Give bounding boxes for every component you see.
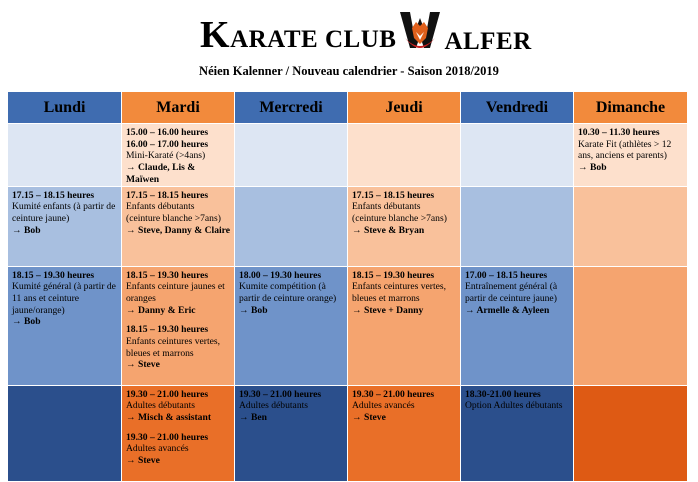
class-time: 10.30 – 11.30 heures [578,127,660,138]
class-time: 17.15 – 18.15 heures [12,189,95,201]
logo-text-arate-club: ARATE CLUB [230,26,397,53]
class-time: 16.00 – 17.00 heures [126,138,209,150]
day-header-jeudi: Jeudi [348,92,461,124]
class-time: 18.15 – 19.30 heures [126,269,209,281]
class-instructor: → Bob [12,316,41,328]
class-instructor: → Danny & Eric [126,304,196,316]
class-instructor: → Ben [239,411,267,423]
class-instructor: → Steve [126,359,160,371]
subtitle: Néien Kalenner / Nouveau calendrier - Saison 2018/2019 [199,64,499,78]
class-description: Enfants ceinture jaunes et oranges [126,281,225,304]
class-block [126,324,230,371]
class-description: Adultes avancés [126,443,189,455]
class-time: 15.00 – 16.00 heures [126,127,209,138]
class-instructor: → Bob [12,224,41,236]
class-description: Enfants ceintures vertes, bleues et marrons [126,336,221,359]
class-block [126,190,230,237]
class-description: Option Adultes débutants [465,400,563,412]
class-instructor: → Bob [239,304,268,316]
cell-lundi [8,266,122,385]
class-instructor: → Steve [126,455,160,467]
cell-dimanche [574,124,688,187]
cell-jeudi [348,385,461,481]
day-header-dimanche: Dimanche [574,92,688,124]
class-description: Karate Fit (athlètes > 12 ans, anciens et parents) [578,138,672,162]
cell-jeudi [348,186,461,266]
schedule-row [8,385,688,481]
class-instructor: → Steve + Danny [352,304,424,316]
class-time: 19.30 – 21.00 heures [239,388,322,400]
cell-mercredi [235,385,348,481]
cell-mercredi [235,186,348,266]
cell-mardi [122,124,235,187]
cell-dimanche [574,266,688,385]
class-description: Adultes débutants [239,400,309,412]
class-block [239,389,343,424]
class-block [126,270,230,317]
schedule-table [7,91,688,482]
cell-mercredi [235,266,348,385]
class-block [126,389,230,424]
schedule-row [8,266,688,385]
cell-vendredi [461,124,574,187]
class-time: 18.15 – 19.30 heures [12,269,95,281]
class-time: 18.15 – 19.30 heures [126,324,209,336]
class-time: 17.15 – 18.15 heures [126,189,209,201]
cell-mardi [122,266,235,385]
class-description: Enfants débutants (ceinture blanche >7ans) [352,201,447,224]
class-time: 18.30-21.00 heures [465,388,541,400]
fox-emblem-icon [397,8,443,54]
class-time: 19.30 – 21.00 heures [126,431,209,443]
class-block [126,432,230,467]
class-description: Kumité enfants (à partir de ceinture jaune) [12,201,116,224]
class-description: Adultes avancés [352,400,415,412]
cell-vendredi [461,385,574,481]
class-time: 17.15 – 18.15 heures [352,189,435,201]
class-block [352,270,456,317]
day-header-row [8,92,688,124]
class-time: 17.00 – 18.15 heures [465,269,548,281]
cell-mardi [122,385,235,481]
class-instructor: → Steve, Danny & Claire [126,224,231,236]
cell-lundi [8,385,122,481]
class-time: 19.30 – 21.00 heures [126,388,209,400]
class-block [239,270,343,317]
class-instructor: → Bob [578,162,607,174]
class-instructor: → Armelle & Ayleen [465,304,550,316]
class-block [12,190,117,237]
class-description: Kumité général (à partir de 11 ans et ceinture jaune/orange) [12,281,116,316]
cell-lundi [8,186,122,266]
cell-mardi [122,186,235,266]
cell-dimanche [574,186,688,266]
class-time: 18.00 – 19.30 heures [239,269,322,281]
cell-vendredi [461,186,574,266]
logo-text-alfer: ALFER [444,28,532,55]
class-instructor: → Steve & Bryan [352,224,425,236]
class-description: Enfants débutants (ceinture blanche >7ans) [126,201,221,224]
class-block [352,190,456,237]
schedule-row [8,124,688,187]
cell-jeudi [348,266,461,385]
class-instructor: → Claude, Lis & Maïwen [126,162,196,185]
day-header-mardi: Mardi [122,92,235,124]
day-header-vendredi: Vendredi [461,92,574,124]
class-block [578,127,683,174]
class-description: Enfants ceintures vertes, bleues et marrons [352,281,447,304]
logo-letter-k: K [200,14,231,56]
class-description: Entraînement général (à partir de ceinture jaune) [465,281,558,304]
class-block [352,389,456,424]
class-instructor: → Steve [352,411,386,423]
day-header-lundi: Lundi [8,92,122,124]
club-logo [200,10,532,54]
class-block [465,270,569,317]
class-time: 18.15 – 19.30 heures [352,269,435,281]
class-block [12,270,117,329]
cell-dimanche [574,385,688,481]
day-header-mercredi: Mercredi [235,92,348,124]
class-description: Adultes débutants [126,400,196,412]
class-block [126,127,230,186]
schedule-row [8,186,688,266]
class-time: 19.30 – 21.00 heures [352,388,435,400]
cell-vendredi [461,266,574,385]
header [0,0,698,88]
class-description: Kumite compétition (à partir de ceinture orange) [239,281,337,304]
cell-jeudi [348,124,461,187]
class-block [465,389,569,412]
class-instructor: → Misch & assistant [126,411,212,423]
cell-lundi [8,124,122,187]
class-description: Mini-Karaté (>4ans) [126,150,206,162]
cell-mercredi [235,124,348,187]
